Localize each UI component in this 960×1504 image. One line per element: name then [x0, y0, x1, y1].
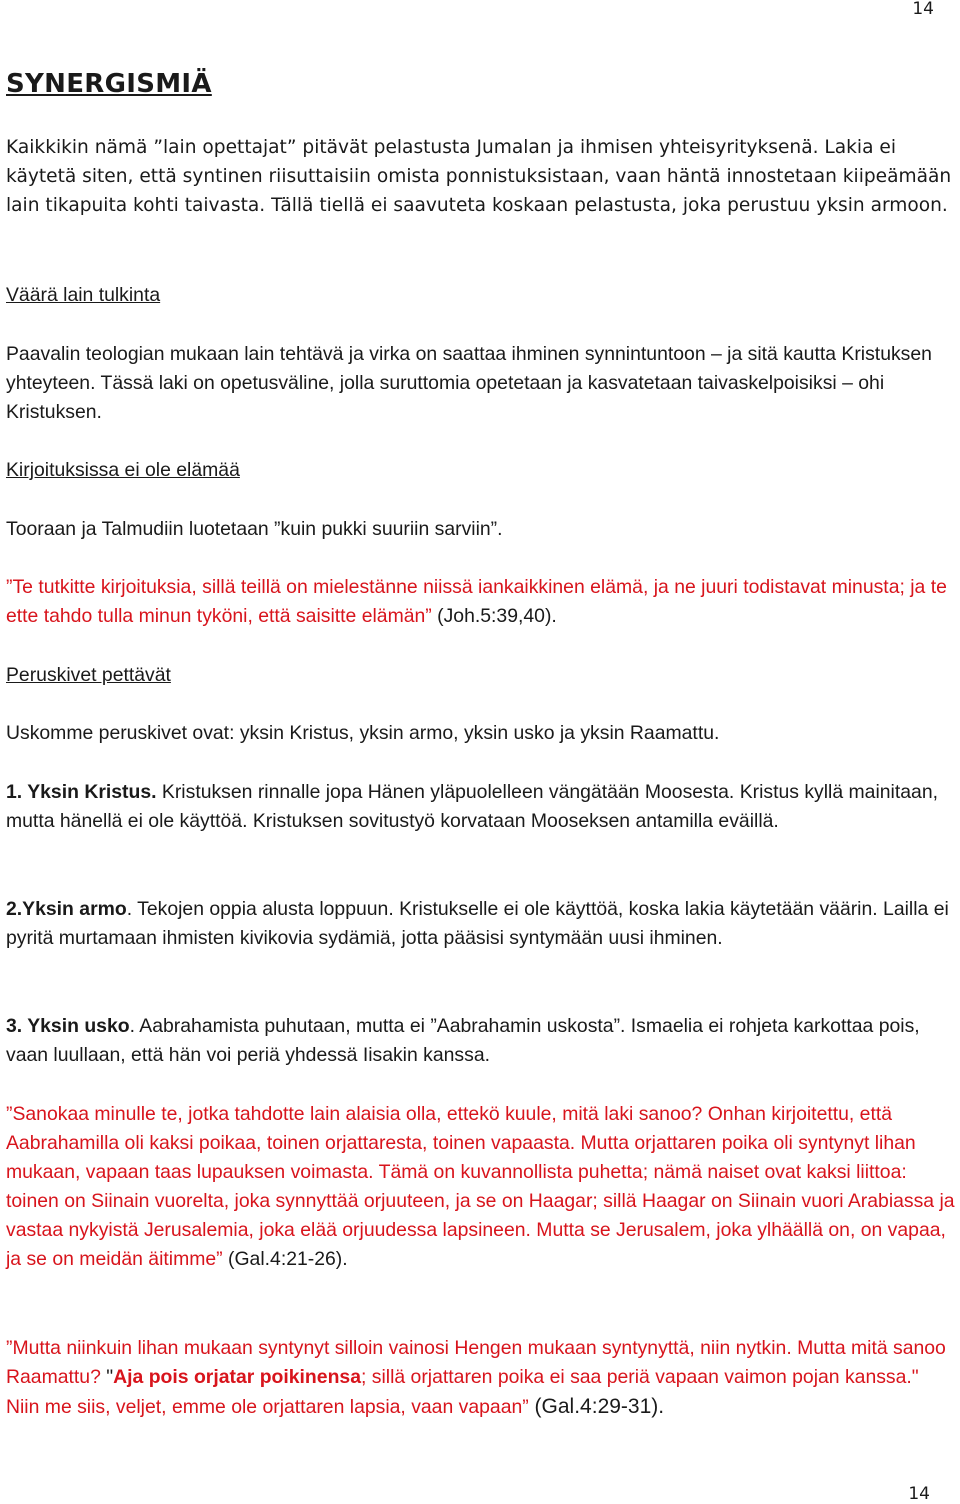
point-only-faith: [6, 1012, 956, 1070]
quote-john: [6, 573, 956, 631]
quote-galatians-4-29-text-start: ”Mutta niinkuin lihan mukaan syntynyt silloin vainosi Hengen mukaan syntynyttä, niin nytkin. Mutta mitä sanoo Raamattu?: [6, 1337, 946, 1388]
quote-galatians-4-29-text-end: ; sillä orjattaren poika ei saa periä vapaan vaimon pojan kanssa." Niin me siis, veljet, emme ole orjattaren lapsia, vaan vapaan”: [6, 1366, 919, 1418]
point-only-grace: [6, 895, 956, 953]
subheading-wrong-interpretation: Väärä lain tulkinta: [6, 284, 161, 306]
subheading-no-life-in-scriptures: Kirjoituksissa ei ole elämää: [6, 459, 240, 481]
point-only-grace-label: 2.Yksin armo: [6, 898, 127, 920]
quote-john-ref: (Joh.5:39,40).: [431, 605, 557, 627]
quote-galatians-4-21: [6, 1100, 956, 1274]
quote-galatians-4-29-quote-mark: ": [106, 1366, 114, 1388]
quote-galatians-4-21-text: ”Sanokaa minulle te, jotka tahdotte lain alaisia olla, ettekö kuule, mitä laki sanoo? Onhan kirjoitettu, että Aabrahamilla oli kaksi poikaa, toinen orjattaresta, toinen vapaasta. Mutta orjattaren poika oli syntynyt lihan mukaan, vapaan taas lupauksen voimasta. Tämä on kuvannollista puhetta; nämä naiset ovat kaksi liittoa: toinen on Siinain vuorelta, joka synnyttää orjuuteen, ja se on Haagar; sillä Haagar on Siinain vuori Arabiassa ja vastaa nykyistä Jerusalemia, joka elää orjuudessa lapsineen. Mutta se Jerusalem, joka ylhäällä on, on vapaa, ja se on meidän äitimme”: [6, 1103, 955, 1270]
paragraph-paul-theology: Paavalin teologian mukaan lain tehtävä ja virka on saattaa ihminen synnintuntoon – ja sitä kautta Kristuksen yhteyteen. Tässä laki on opetusväline, jolla suruttomia opetetaan ja kasvatetaan taivaskelpoisiksi – ohi Kristuksen.: [6, 343, 932, 423]
paragraph-foundation-stones: Uskomme peruskivet ovat: yksin Kristus, yksin armo, yksin usko ja yksin Raamattu.: [6, 722, 720, 744]
point-only-christ-label: 1. Yksin Kristus.: [6, 781, 157, 803]
quote-galatians-4-29-bold: Aja pois orjatar poikinensa: [113, 1366, 361, 1388]
subheading-foundation-stones: Peruskivet pettävät: [6, 664, 171, 686]
quote-galatians-4-29-ref: (Gal.4:29-31).: [528, 1395, 665, 1418]
point-only-christ-text: Kristuksen rinnalle jopa Hänen yläpuolelleen vängätään Moosesta. Kristus kyllä mainitaan, mutta hänellä ei ole käyttöä. Kristuksen sovitustyö korvataan Mooseksen antamilla eväillä.: [6, 781, 938, 832]
point-only-faith-label: 3. Yksin usko: [6, 1015, 130, 1037]
point-only-faith-text: . Aabrahamista puhutaan, mutta ei ”Aabrahamin uskosta”. Ismaelia ei rohjeta karkottaa pois, vaan luullaan, että hän voi periä yhdessä Iisakin kanssa.: [6, 1015, 920, 1066]
quote-john-text: ”Te tutkitte kirjoituksia, sillä teillä on mielestänne niissä iankaikkinen elämä, ja ne juuri todistavat minusta; ja te ette tahdo tulla minun tyköni, että saisitte elämän”: [6, 576, 947, 627]
page-heading: SYNERGISMIÄ: [6, 69, 212, 99]
quote-galatians-4-21-ref: (Gal.4:21-26).: [222, 1248, 348, 1270]
quote-galatians-4-29: [6, 1334, 956, 1422]
page-number-top: 14: [912, 0, 934, 19]
intro-paragraph: Kaikkikin nämä ”lain opettajat” pitävät pelastusta Jumalan ja ihmisen yhteisyrityksenä. Lakia ei käytetä siten, että syntinen riisuttaisiin omista ponnistuksistaan, vaan häntä innostetaan kiipeämään lain tikapuita kohti taivasta. Tällä tiellä ei saavuteta koskaan pelastusta, joka perustuu yksin armoon.: [6, 137, 952, 216]
page-number-bottom: 14: [908, 1484, 930, 1504]
point-only-christ: [6, 778, 956, 836]
point-only-grace-text: . Tekojen oppia alusta loppuun. Kristukselle ei ole käyttöä, koska lakia käytetään väärin. Lailla ei pyritä murtamaan ihmisten kivikovia sydämiä, jotta pääsisi syntymään uusi ihminen.: [6, 898, 949, 949]
paragraph-torah-talmud: Tooraan ja Talmudiin luotetaan ”kuin pukki suuriin sarviin”.: [6, 518, 503, 540]
